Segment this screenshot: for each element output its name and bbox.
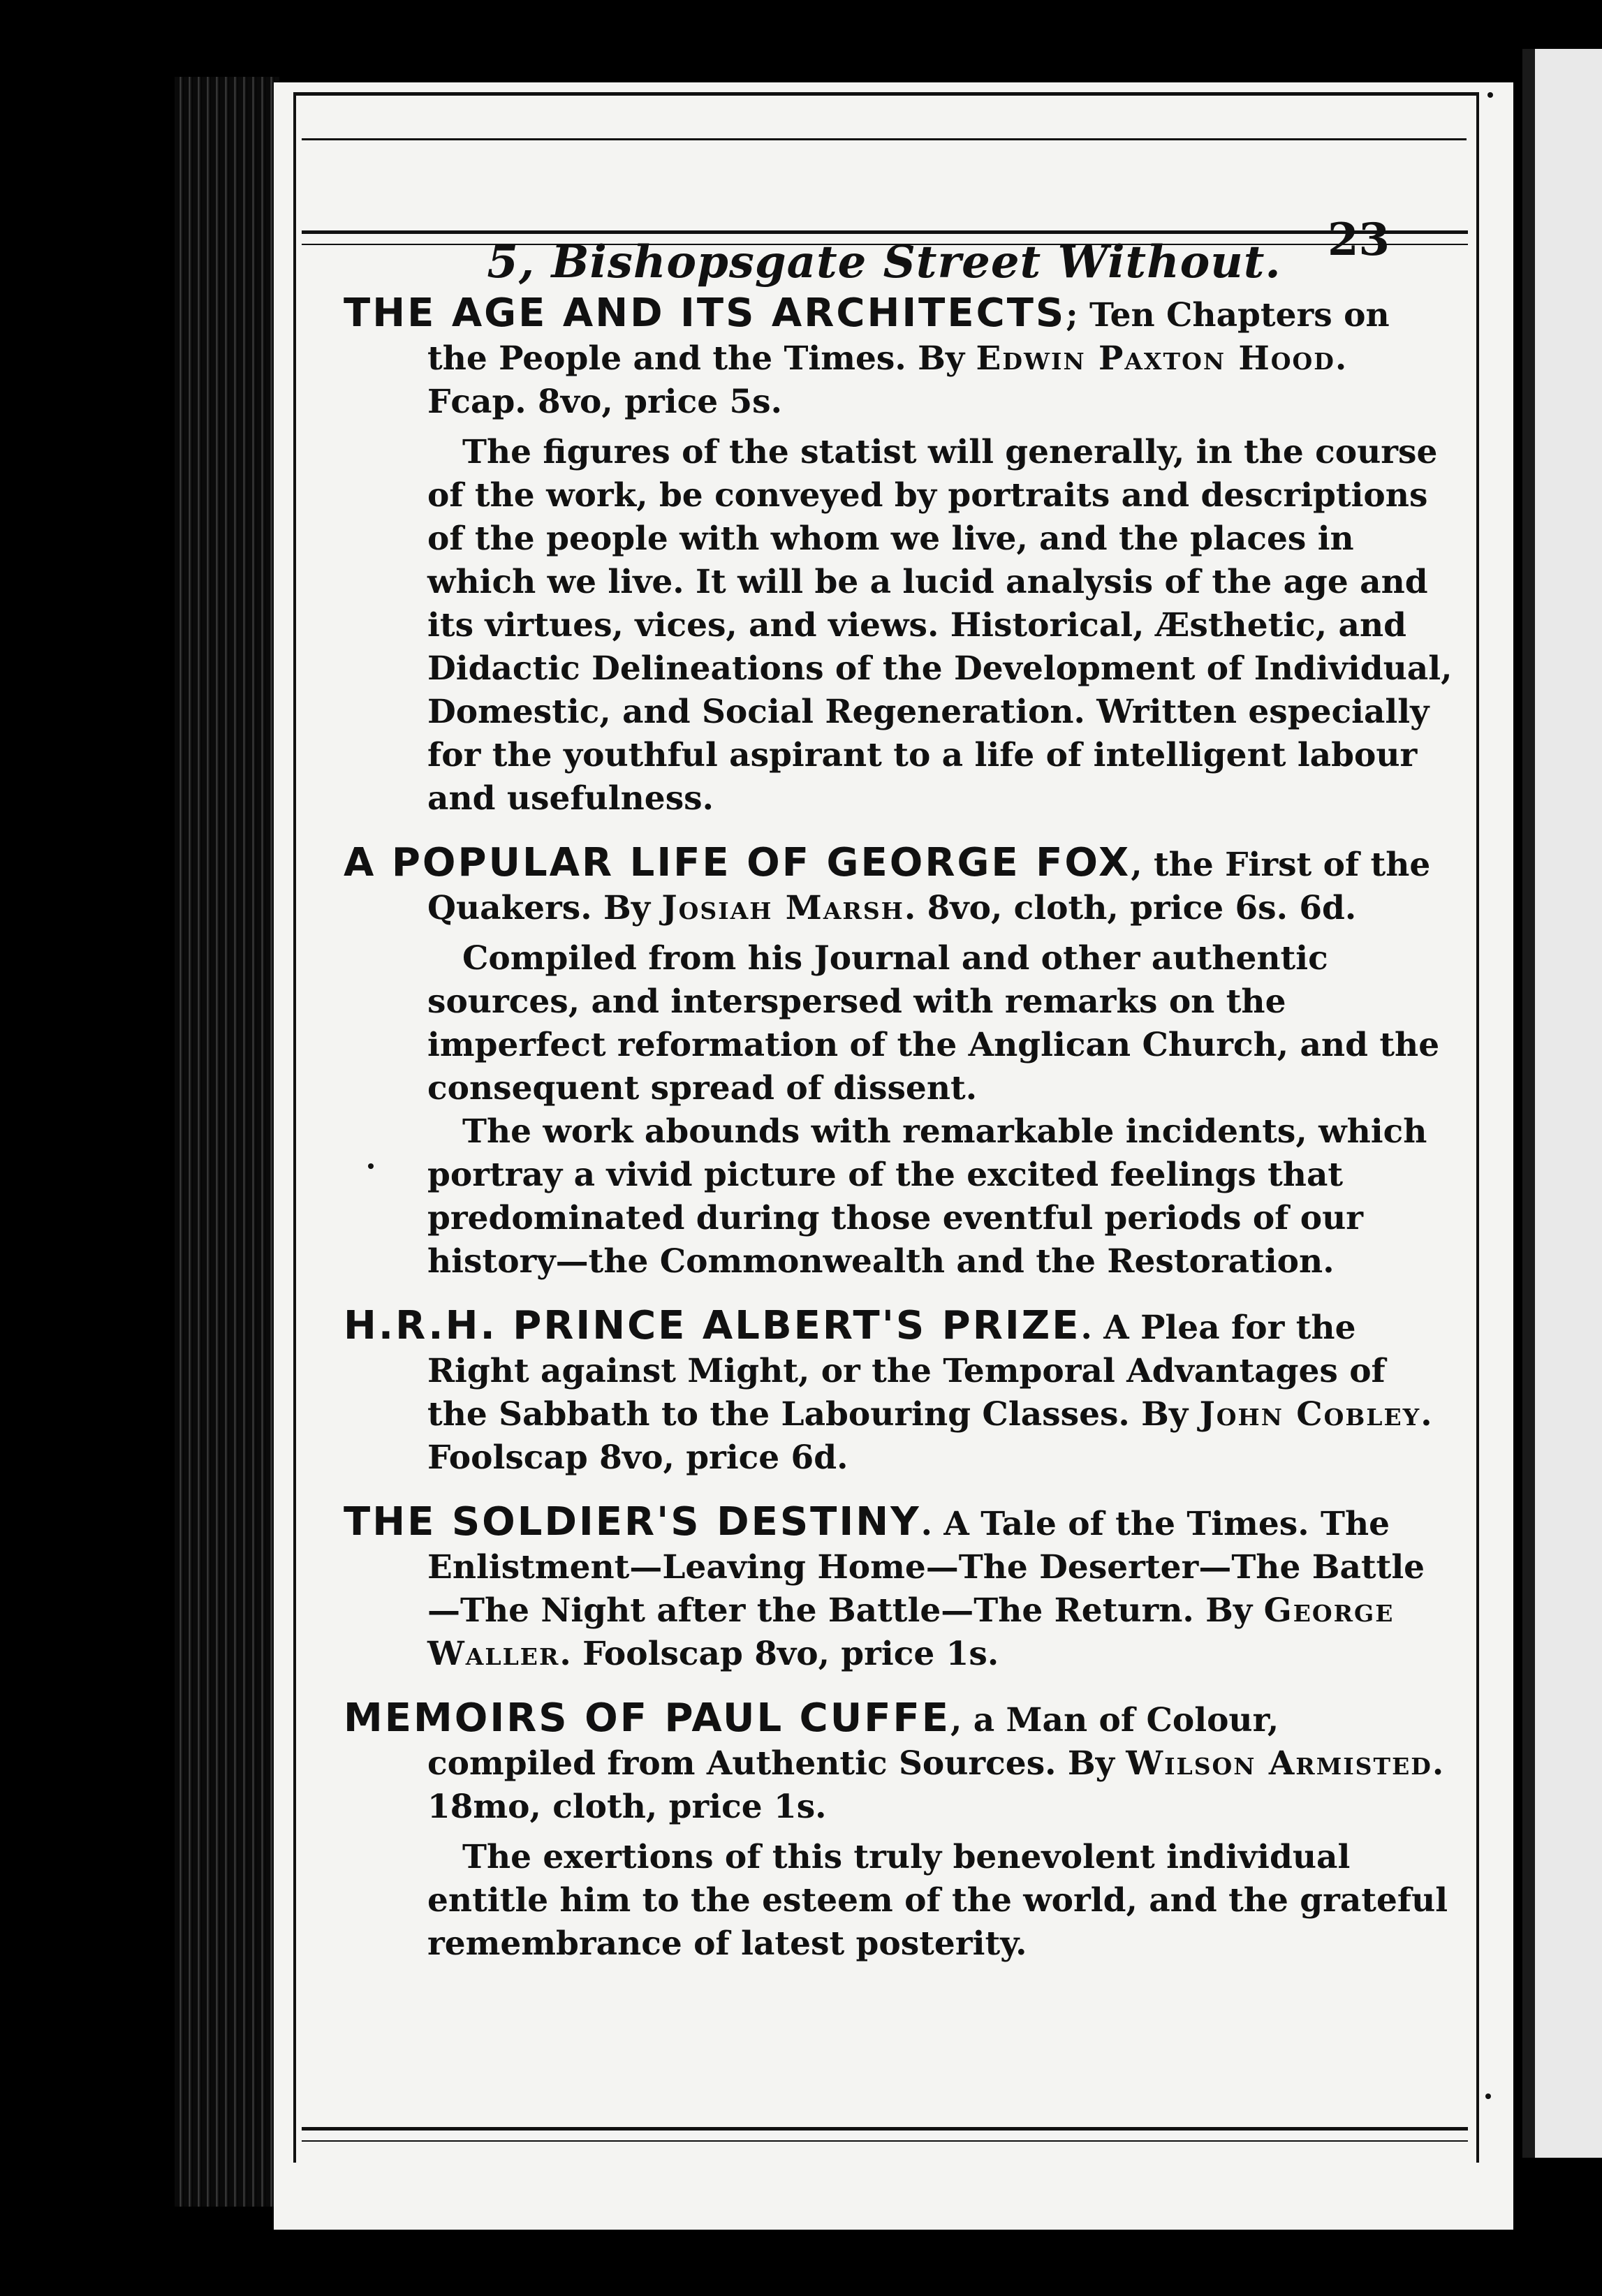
entry-title: MEMOIRS OF PAUL CUFFE xyxy=(344,1695,950,1741)
entry-price: . 8vo, cloth, price 6s. 6d. xyxy=(904,889,1357,927)
facing-page-edge xyxy=(1522,49,1602,2158)
entry-heading xyxy=(344,1697,1454,1829)
entry-heading xyxy=(344,841,1454,930)
entry-title: A POPULAR LIFE OF GEORGE FOX xyxy=(344,840,1131,885)
entry-price: . Fcap. 8vo, price 5s. xyxy=(427,339,1347,421)
entry-description: The exertions of this truly benevolent individual entitle him to the esteem of the world, and the grateful remembrance of latest posterity. xyxy=(427,1838,1448,1963)
entry-info: A Plea for the Right against Might, or the Temporal Advantages of the Sabbath to the Labouring Classes. By xyxy=(427,1309,1386,1434)
entry-heading xyxy=(344,292,1454,424)
print-speck xyxy=(1487,92,1493,98)
footer-rule xyxy=(302,2127,1468,2142)
book-page-edges xyxy=(175,77,279,2207)
entry-heading xyxy=(344,1304,1454,1480)
book-page xyxy=(274,82,1513,2230)
book-entry xyxy=(344,1501,1454,1676)
entry-separator: , xyxy=(950,1701,973,1739)
book-entry xyxy=(344,1304,1454,1480)
entry-description: Compiled from his Journal and other authentic sources, and interspersed with remarks on the imperfect reformation of the Anglican Church, and the consequent spread of dissent. xyxy=(427,939,1440,1107)
book-entry xyxy=(344,841,1454,1283)
entry-info: A Tale of the Times. The Enlistment—Leaving Home—The Deserter—The Battle—The Night after the Battle—The Return. By xyxy=(427,1505,1425,1630)
entry-author: Wilson Armisted xyxy=(1126,1744,1432,1783)
entry-title: THE AGE AND ITS ARCHITECTS xyxy=(344,290,1066,336)
entry-description: The figures of the statist will generally, in the course of the work, be conveyed by portraits and descriptions of the people with whom we live, and the places in which we live. It will be a lucid analysis of the age and its virtues, vices, and views. Historical, Æsthetic, and Didactic Delineations of the Development of Individual, Domestic, and Social Regeneration. Written especially for the youthful aspirant to a life of intelligent labour and usefulness. xyxy=(427,433,1453,818)
header-rule xyxy=(302,230,1468,245)
entry-heading xyxy=(344,1501,1454,1676)
book-entry xyxy=(344,1697,1454,1966)
entry-info: Ten Chapters on the People and the Times. By xyxy=(427,296,1390,378)
entry-separator: . xyxy=(1080,1309,1104,1347)
entry-price: . 18mo, cloth, price 1s. xyxy=(427,1744,1444,1826)
entry-author: John Cobley xyxy=(1199,1395,1421,1434)
page-border-inner-rule xyxy=(302,138,1467,140)
entry-price: . Foolscap 8vo, price 6d. xyxy=(427,1395,1432,1477)
entry-info: the First of the Quakers. By xyxy=(427,846,1431,927)
entry-price: . Foolscap 8vo, price 1s. xyxy=(559,1635,999,1673)
advertisement-list xyxy=(344,292,1454,1987)
book-entry xyxy=(344,292,1454,820)
entry-info: a Man of Colour, compiled from Authentic Sources. By xyxy=(427,1701,1279,1783)
page-number: 23 xyxy=(1327,214,1390,266)
entry-author: Edwin Paxton Hood xyxy=(976,339,1335,378)
entry-author: Josiah Marsh xyxy=(661,889,904,927)
entry-separator: ; xyxy=(1066,296,1089,334)
entry-title: H.R.H. PRINCE ALBERT'S PRIZE xyxy=(344,1303,1081,1348)
running-head: 5, Bishopsgate Street Without. xyxy=(487,236,1281,288)
print-speck xyxy=(1485,2093,1491,2099)
entry-description: The work abounds with remarkable incidents, which portray a vivid picture of the excited feelings that predominated during those eventful periods of our history—the Commonwealth and the Restoration. xyxy=(427,1112,1427,1281)
entry-author: George Waller xyxy=(427,1591,1395,1673)
entry-separator: . xyxy=(920,1505,944,1543)
print-speck xyxy=(368,1163,374,1169)
entry-separator: , xyxy=(1131,846,1154,884)
entry-title: THE SOLDIER'S DESTINY xyxy=(344,1499,921,1545)
